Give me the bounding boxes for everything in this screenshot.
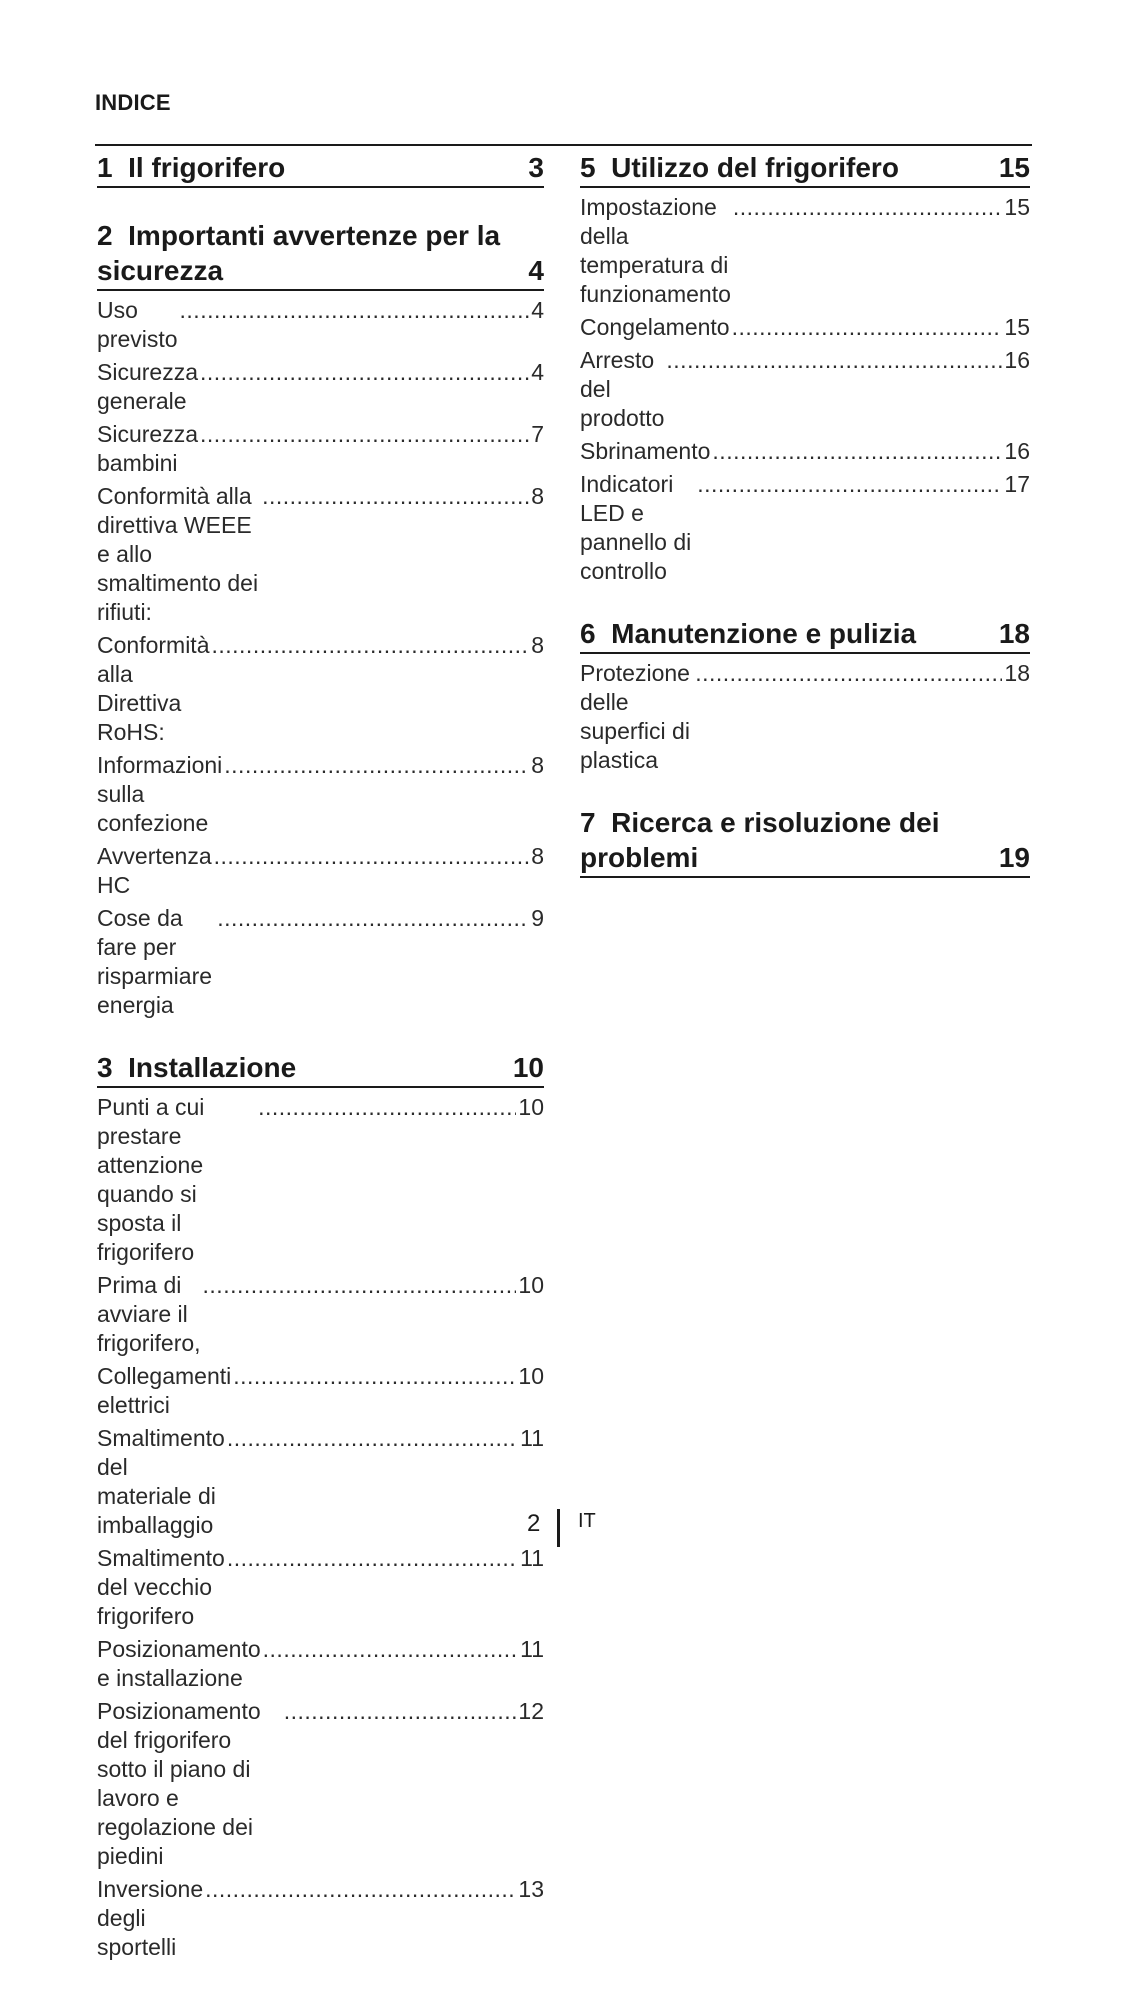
toc-entry[interactable] bbox=[97, 1697, 544, 1871]
toc-entry[interactable] bbox=[580, 346, 1030, 433]
dot-leader bbox=[224, 751, 529, 780]
toc-entry[interactable] bbox=[97, 631, 544, 747]
entry-label: Punti a cui prestare attenzione quando si sposta il frigorifero bbox=[97, 1094, 205, 1265]
section-number: 1 bbox=[97, 152, 113, 183]
entry-label: Indicatori LED e pannello di controllo bbox=[580, 471, 692, 584]
toc-entry[interactable] bbox=[97, 1362, 544, 1420]
dot-leader bbox=[233, 1362, 516, 1391]
toc-section bbox=[97, 218, 544, 1020]
entry-label: Prima di avviare il frigorifero, bbox=[97, 1272, 201, 1356]
entry-page-number: 17 bbox=[1004, 471, 1030, 497]
entry-list bbox=[97, 1088, 544, 1962]
section-heading[interactable] bbox=[97, 1050, 544, 1088]
entry-page-number: 4 bbox=[531, 297, 544, 323]
toc-entry[interactable] bbox=[97, 358, 544, 416]
entry-label: Conformità alla Direttiva RoHS: bbox=[97, 632, 210, 745]
entry-label: Protezione delle superfici di plastica bbox=[580, 660, 690, 773]
entry-label: Sicurezza generale bbox=[97, 359, 198, 414]
dot-leader bbox=[203, 1271, 517, 1300]
entry-label: Impostazione della temperatura di funzionamento bbox=[580, 194, 731, 307]
toc-entry[interactable] bbox=[97, 1271, 544, 1358]
section-heading[interactable] bbox=[580, 805, 1030, 878]
dot-leader bbox=[227, 1424, 518, 1453]
entry-page-number: 18 bbox=[1004, 660, 1030, 686]
entry-label: Posizionamento e installazione bbox=[97, 1636, 261, 1691]
toc-section bbox=[580, 616, 1030, 775]
dot-leader bbox=[200, 358, 529, 387]
toc-section bbox=[580, 150, 1030, 586]
entry-page-number: 8 bbox=[531, 843, 544, 869]
section-number: 2 bbox=[97, 220, 113, 251]
dot-leader bbox=[666, 346, 1002, 375]
entry-page-number: 15 bbox=[1004, 314, 1030, 340]
section-page-number: 18 bbox=[998, 618, 1030, 649]
entry-page-number: 13 bbox=[518, 1876, 544, 1902]
entry-label: Informazioni sulla confezione bbox=[97, 752, 223, 836]
toc-entry[interactable] bbox=[97, 1424, 544, 1540]
toc-entry[interactable] bbox=[580, 313, 1030, 342]
entry-page-number: 16 bbox=[1004, 438, 1030, 464]
toc-entry[interactable] bbox=[97, 296, 544, 354]
section-heading[interactable] bbox=[97, 150, 544, 188]
entry-label: Uso previsto bbox=[97, 297, 178, 352]
section-title-text: Manutenzione e pulizia bbox=[611, 618, 917, 649]
entry-page-number: 8 bbox=[531, 752, 544, 778]
entry-page-number: 8 bbox=[531, 632, 544, 658]
section-page-number: 3 bbox=[528, 152, 544, 183]
toc-entry[interactable] bbox=[97, 1093, 544, 1267]
page-number: 2 bbox=[527, 1510, 541, 1537]
section-page-number: 10 bbox=[512, 1052, 544, 1083]
toc-entry[interactable] bbox=[580, 437, 1030, 466]
entry-page-number: 11 bbox=[520, 1636, 544, 1662]
toc-section bbox=[97, 1050, 544, 1962]
section-title-text: Utilizzo del frigorifero bbox=[611, 152, 899, 183]
section-heading[interactable] bbox=[97, 218, 544, 291]
toc-entry[interactable] bbox=[97, 1544, 544, 1631]
entry-label: Cose da fare per risparmiare energia bbox=[97, 905, 213, 1018]
dot-leader bbox=[205, 1875, 516, 1904]
toc-entry[interactable] bbox=[97, 482, 544, 627]
entry-label: Sicurezza bambini bbox=[97, 421, 198, 476]
entry-label: Arresto del prodotto bbox=[580, 347, 665, 431]
entry-page-number: 10 bbox=[518, 1094, 544, 1120]
entry-page-number: 7 bbox=[531, 421, 544, 447]
entry-list bbox=[97, 291, 544, 1020]
toc-entry[interactable] bbox=[580, 193, 1030, 309]
section-page-number: 15 bbox=[998, 152, 1030, 183]
dot-leader bbox=[695, 659, 1002, 688]
entry-page-number: 11 bbox=[520, 1545, 544, 1571]
entry-page-number: 4 bbox=[531, 359, 544, 385]
top-divider bbox=[95, 144, 1032, 146]
dot-leader bbox=[712, 437, 1002, 466]
dot-leader bbox=[211, 631, 529, 660]
page-title: INDICE bbox=[95, 90, 171, 115]
section-title bbox=[580, 805, 989, 875]
footer-divider bbox=[557, 1509, 560, 1547]
toc-entry[interactable] bbox=[97, 842, 544, 900]
dot-leader bbox=[697, 470, 1002, 499]
dot-leader bbox=[733, 193, 1003, 222]
dot-leader bbox=[262, 482, 529, 511]
toc-entry[interactable] bbox=[97, 1635, 544, 1693]
section-title-text: Installazione bbox=[128, 1052, 297, 1083]
toc-column-right bbox=[580, 150, 1030, 908]
toc-entry[interactable] bbox=[580, 470, 1030, 586]
dot-leader bbox=[258, 1093, 516, 1122]
entry-page-number: 8 bbox=[531, 483, 544, 509]
section-number: 7 bbox=[580, 807, 596, 838]
dot-leader bbox=[217, 904, 529, 933]
section-title-text: Il frigorifero bbox=[128, 152, 286, 183]
dot-leader bbox=[732, 313, 1003, 342]
toc-entry[interactable] bbox=[580, 659, 1030, 775]
entry-page-number: 10 bbox=[518, 1363, 544, 1389]
entry-page-number: 11 bbox=[520, 1425, 544, 1451]
section-title bbox=[580, 616, 916, 651]
entry-page-number: 16 bbox=[1004, 347, 1030, 373]
entry-label: Posizionamento del frigorifero sotto il piano di lavoro e regolazione dei piedini bbox=[97, 1698, 261, 1869]
dot-leader bbox=[200, 420, 529, 449]
section-heading[interactable] bbox=[580, 616, 1030, 654]
dot-leader bbox=[263, 1635, 518, 1664]
toc-entry[interactable] bbox=[97, 751, 544, 838]
entry-label: Avvertenza HC bbox=[97, 843, 212, 898]
section-number: 3 bbox=[97, 1052, 113, 1083]
entry-page-number: 12 bbox=[518, 1698, 544, 1724]
toc-section bbox=[580, 805, 1030, 878]
section-page-number: 4 bbox=[528, 255, 544, 286]
section-title bbox=[97, 218, 517, 288]
entry-list bbox=[580, 188, 1030, 586]
entry-label: Collegamenti elettrici bbox=[97, 1363, 232, 1418]
entry-page-number: 15 bbox=[1004, 194, 1030, 220]
entry-label: Sbrinamento bbox=[580, 438, 711, 464]
section-title-text: Importanti avvertenze per la sicurezza bbox=[97, 220, 501, 286]
language-code: IT bbox=[578, 1510, 596, 1532]
dot-leader bbox=[284, 1697, 517, 1726]
entry-label: Inversione degli sportelli bbox=[97, 1876, 204, 1960]
toc-column-left bbox=[97, 150, 544, 1992]
entry-label: Conformità alla direttiva WEEE e allo smaltimento dei rifiuti: bbox=[97, 483, 259, 625]
entry-page-number: 10 bbox=[518, 1272, 544, 1298]
dot-leader bbox=[180, 296, 530, 325]
entry-page-number: 9 bbox=[531, 905, 544, 931]
section-number: 6 bbox=[580, 618, 596, 649]
dot-leader bbox=[214, 842, 530, 871]
toc-entry[interactable] bbox=[97, 1875, 544, 1962]
section-title bbox=[97, 1050, 296, 1085]
entry-list bbox=[580, 654, 1030, 775]
section-number: 5 bbox=[580, 152, 596, 183]
section-title-text: Ricerca e risoluzione dei problemi bbox=[580, 807, 940, 873]
section-heading[interactable] bbox=[580, 150, 1030, 188]
section-title bbox=[97, 150, 285, 185]
section-page-number: 19 bbox=[998, 842, 1030, 873]
toc-section bbox=[97, 150, 544, 188]
toc-entry[interactable] bbox=[97, 904, 544, 1020]
section-title bbox=[580, 150, 899, 185]
toc-entry[interactable] bbox=[97, 420, 544, 478]
dot-leader bbox=[227, 1544, 518, 1573]
entry-label: Congelamento bbox=[580, 314, 730, 340]
entry-label: Smaltimento del materiale di imballaggio bbox=[97, 1425, 225, 1538]
entry-label: Smaltimento del vecchio frigorifero bbox=[97, 1545, 225, 1629]
